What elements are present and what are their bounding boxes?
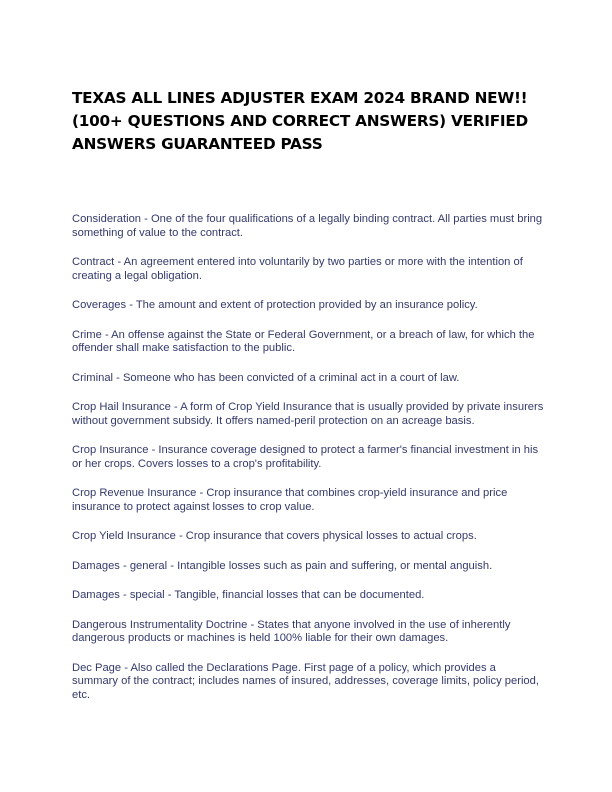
glossary-entry-crop-revenue-insurance: Crop Revenue Insurance - Crop insurance that combines crop-yield insurance and price insurance to protect against losses to crop value.: [72, 487, 508, 513]
glossary-entry-dangerous-instrumentality-doctrine: Dangerous Instrumentality Doctrine - States that anyone involved in the use of inherently dangerous products or machines is held 100% liable for their own damages.: [72, 618, 511, 644]
glossary-entry-dec-page: Dec Page - Also called the Declarations Page. First page of a policy, which provides a summary of the contract; includes names of insured, addresses, coverage limits, policy period, etc.: [72, 661, 539, 701]
glossary-entry-contract: Contract - An agreement entered into voluntarily by two parties or more with the intention of creating a legal obligation.: [72, 256, 523, 282]
glossary-entry-crime: Crime - An offense against the State or Federal Government, or a breach of law, for which the offender shall make satisfaction to the public.: [72, 328, 535, 354]
document-title: TEXAS ALL LINES ADJUSTER EXAM 2024 BRAND NEW!! (100+ QUESTIONS AND CORRECT ANSWERS) VERIFIED ANSWERS GUARANTEED PASS: [72, 89, 529, 153]
glossary-entry-crop-insurance: Crop Insurance - Insurance coverage designed to protect a farmer's financial investment in his or her crops. Covers losses to a crop's profitability.: [72, 444, 539, 470]
glossary-entry-crop-hail-insurance: Crop Hail Insurance - A form of Crop Yield Insurance that is usually provided by private insurers without government subsidy. It offers named-peril protection on an acreage basis.: [72, 401, 544, 427]
glossary-entry-crop-yield-insurance: Crop Yield Insurance - Crop insurance that covers physical losses to actual crops.: [72, 530, 477, 542]
glossary-entry-coverages: Coverages - The amount and extent of protection provided by an insurance policy.: [72, 299, 478, 311]
glossary-entry-damages-special: Damages - special - Tangible, financial losses that can be documented.: [72, 589, 425, 601]
glossary-list: [72, 213, 544, 718]
glossary-entry-damages-general: Damages - general - Intangible losses such as pain and suffering, or mental anguish.: [72, 559, 493, 572]
glossary-entry-consideration: Consideration - One of the four qualifications of a legally binding contract. All parties must bring something of value to the contract.: [72, 213, 543, 239]
glossary-entry-criminal: Criminal - Someone who has been convicted of a criminal act in a court of law.: [72, 371, 460, 384]
